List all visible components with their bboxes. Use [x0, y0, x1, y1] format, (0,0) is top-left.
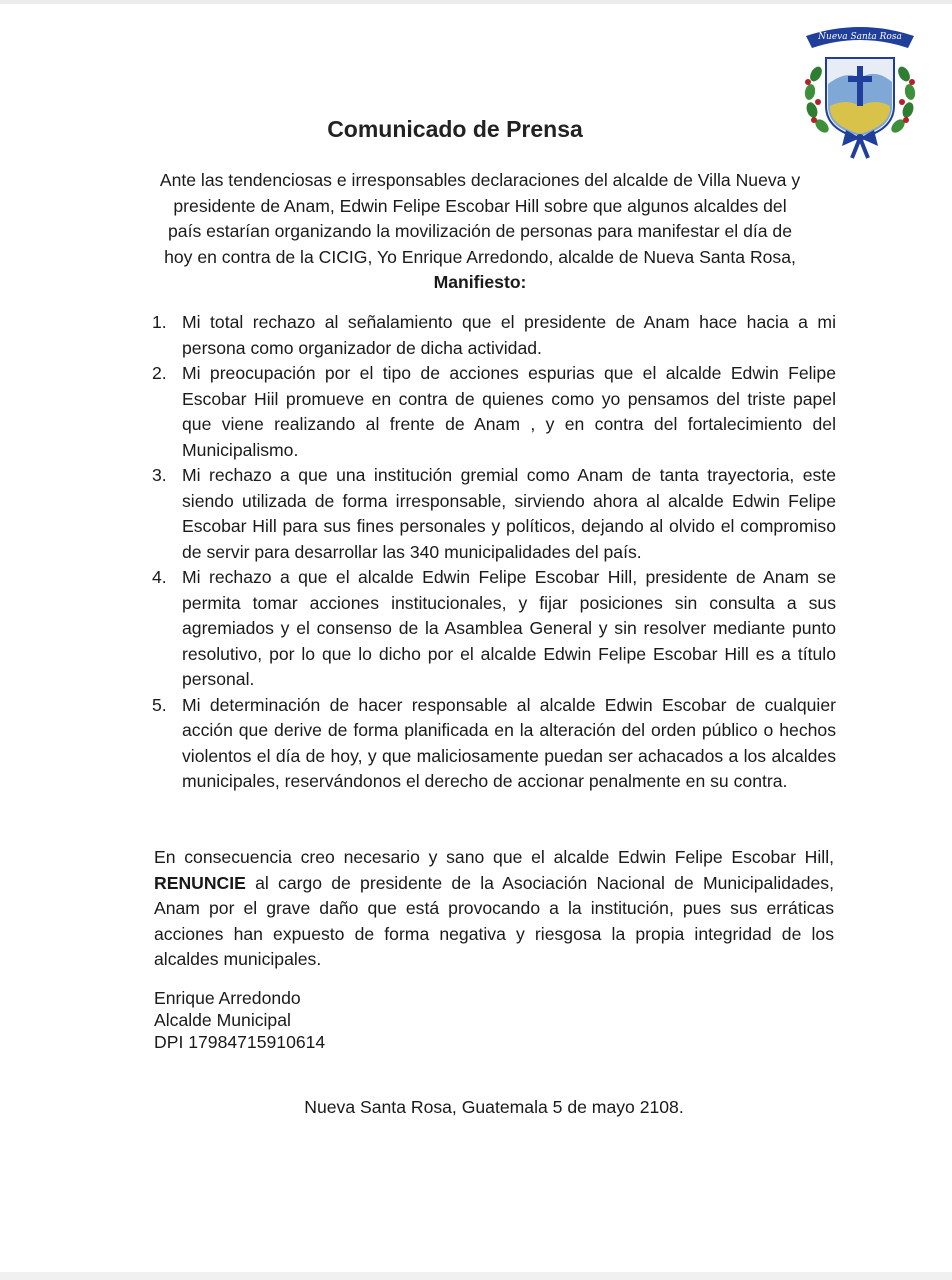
intro-line: hoy en contra de la CICIG, Yo Enrique Arredondo, alcalde de Nueva Santa Rosa, [164, 246, 796, 267]
list-item-number: 5. [152, 694, 167, 715]
list-item [150, 693, 836, 795]
list-item-number: 3. [152, 465, 167, 485]
intro-line: país estarían organizando la movilización de personas para manifestar el día de [168, 221, 792, 241]
list-item [150, 463, 836, 565]
closing-text-after: al cargo de presidente de la Asociación Nacional de Municipalidades, Anam por el grave daño que está provocando a la institución, pues sus erráticas acciones han expuesto de forma negativa y riesgosa la propia integridad de los alcaldes municipales. [154, 872, 834, 969]
list-item-number: 1. [152, 312, 167, 332]
signer-dpi: DPI 17984715910614 [154, 1032, 326, 1052]
closing-text-before: En consecuencia creo necesario y sano que el alcalde Edwin Felipe Escobar Hill, [154, 847, 834, 867]
emblem-banner-text: Nueva Santa Rosa [818, 32, 902, 42]
dateline: Nueva Santa Rosa, Guatemala 5 de mayo 2108. [304, 1097, 684, 1117]
signer-name: Enrique Arredondo [154, 988, 301, 1008]
closing-paragraph [154, 845, 834, 973]
manifiesto-heading: Manifiesto: [433, 272, 527, 292]
manifesto-list [150, 310, 836, 795]
list-item [150, 565, 836, 693]
list-item [150, 310, 836, 361]
list-item [150, 361, 836, 463]
bottom-edge [0, 1272, 952, 1280]
list-item-text: Mi determinación de hacer responsable al alcalde Edwin Escobar de cualquier acción que derive de forma planificada en la alteración del orden público o hechos violentos el día de hoy, y que maliciosamente puedan ser achacados a los alcaldes municipales, reservándonos el derecho de accionar penalmente en su contra. [182, 694, 836, 791]
signature-block [154, 987, 325, 1053]
renuncie-emphasis: RENUNCIE [154, 872, 246, 893]
list-item-number: 2. [152, 363, 167, 383]
list-item-text: Mi total rechazo al señalamiento que el presidente de Anam hace hacia a mi persona como organizador de dicha actividad. [182, 312, 836, 358]
signer-role: Alcalde Municipal [154, 1010, 291, 1030]
top-edge [0, 0, 952, 4]
intro-line: Ante las tendenciosas e irresponsables declaraciones del alcalde de Villa Nueva y [159, 170, 801, 190]
intro-line: presidente de Anam, Edwin Felipe Escobar Hill sobre que algunos alcaldes del [173, 195, 787, 216]
page-title: Comunicado de Prensa [327, 116, 583, 142]
intro-paragraph [118, 168, 842, 296]
list-item-text: Mi rechazo a que el alcalde Edwin Felipe Escobar Hill, presidente de Anam se permita tomar acciones institucionales, y fijar posiciones sin consulta a sus agremiados y el consenso de la Asamblea General y sin resolver mediante punto resolutivo, por lo que lo dicho por el alcalde Edwin Felipe Escobar Hill es a título personal. [182, 567, 836, 689]
list-item-text: Mi preocupación por el tipo de acciones espurias que el alcalde Edwin Felipe Escobar Hiil promueve en contra de quienes como yo pensamos del triste papel que viene realizando al frente de Anam , y en contra del fortalecimiento del Municipalismo. [182, 363, 836, 460]
list-item-number: 4. [152, 567, 167, 587]
list-item-text: Mi rechazo a que una institución gremial como Anam de tanta trayectoria, este siendo utilizada de forma irresponsable, sirviendo ahora al alcalde Edwin Felipe Escobar Hill para sus fines personales y políticos, dejando al olvido el compromiso de servir para desarrollar las 340 municipalidades del país. [182, 465, 836, 562]
